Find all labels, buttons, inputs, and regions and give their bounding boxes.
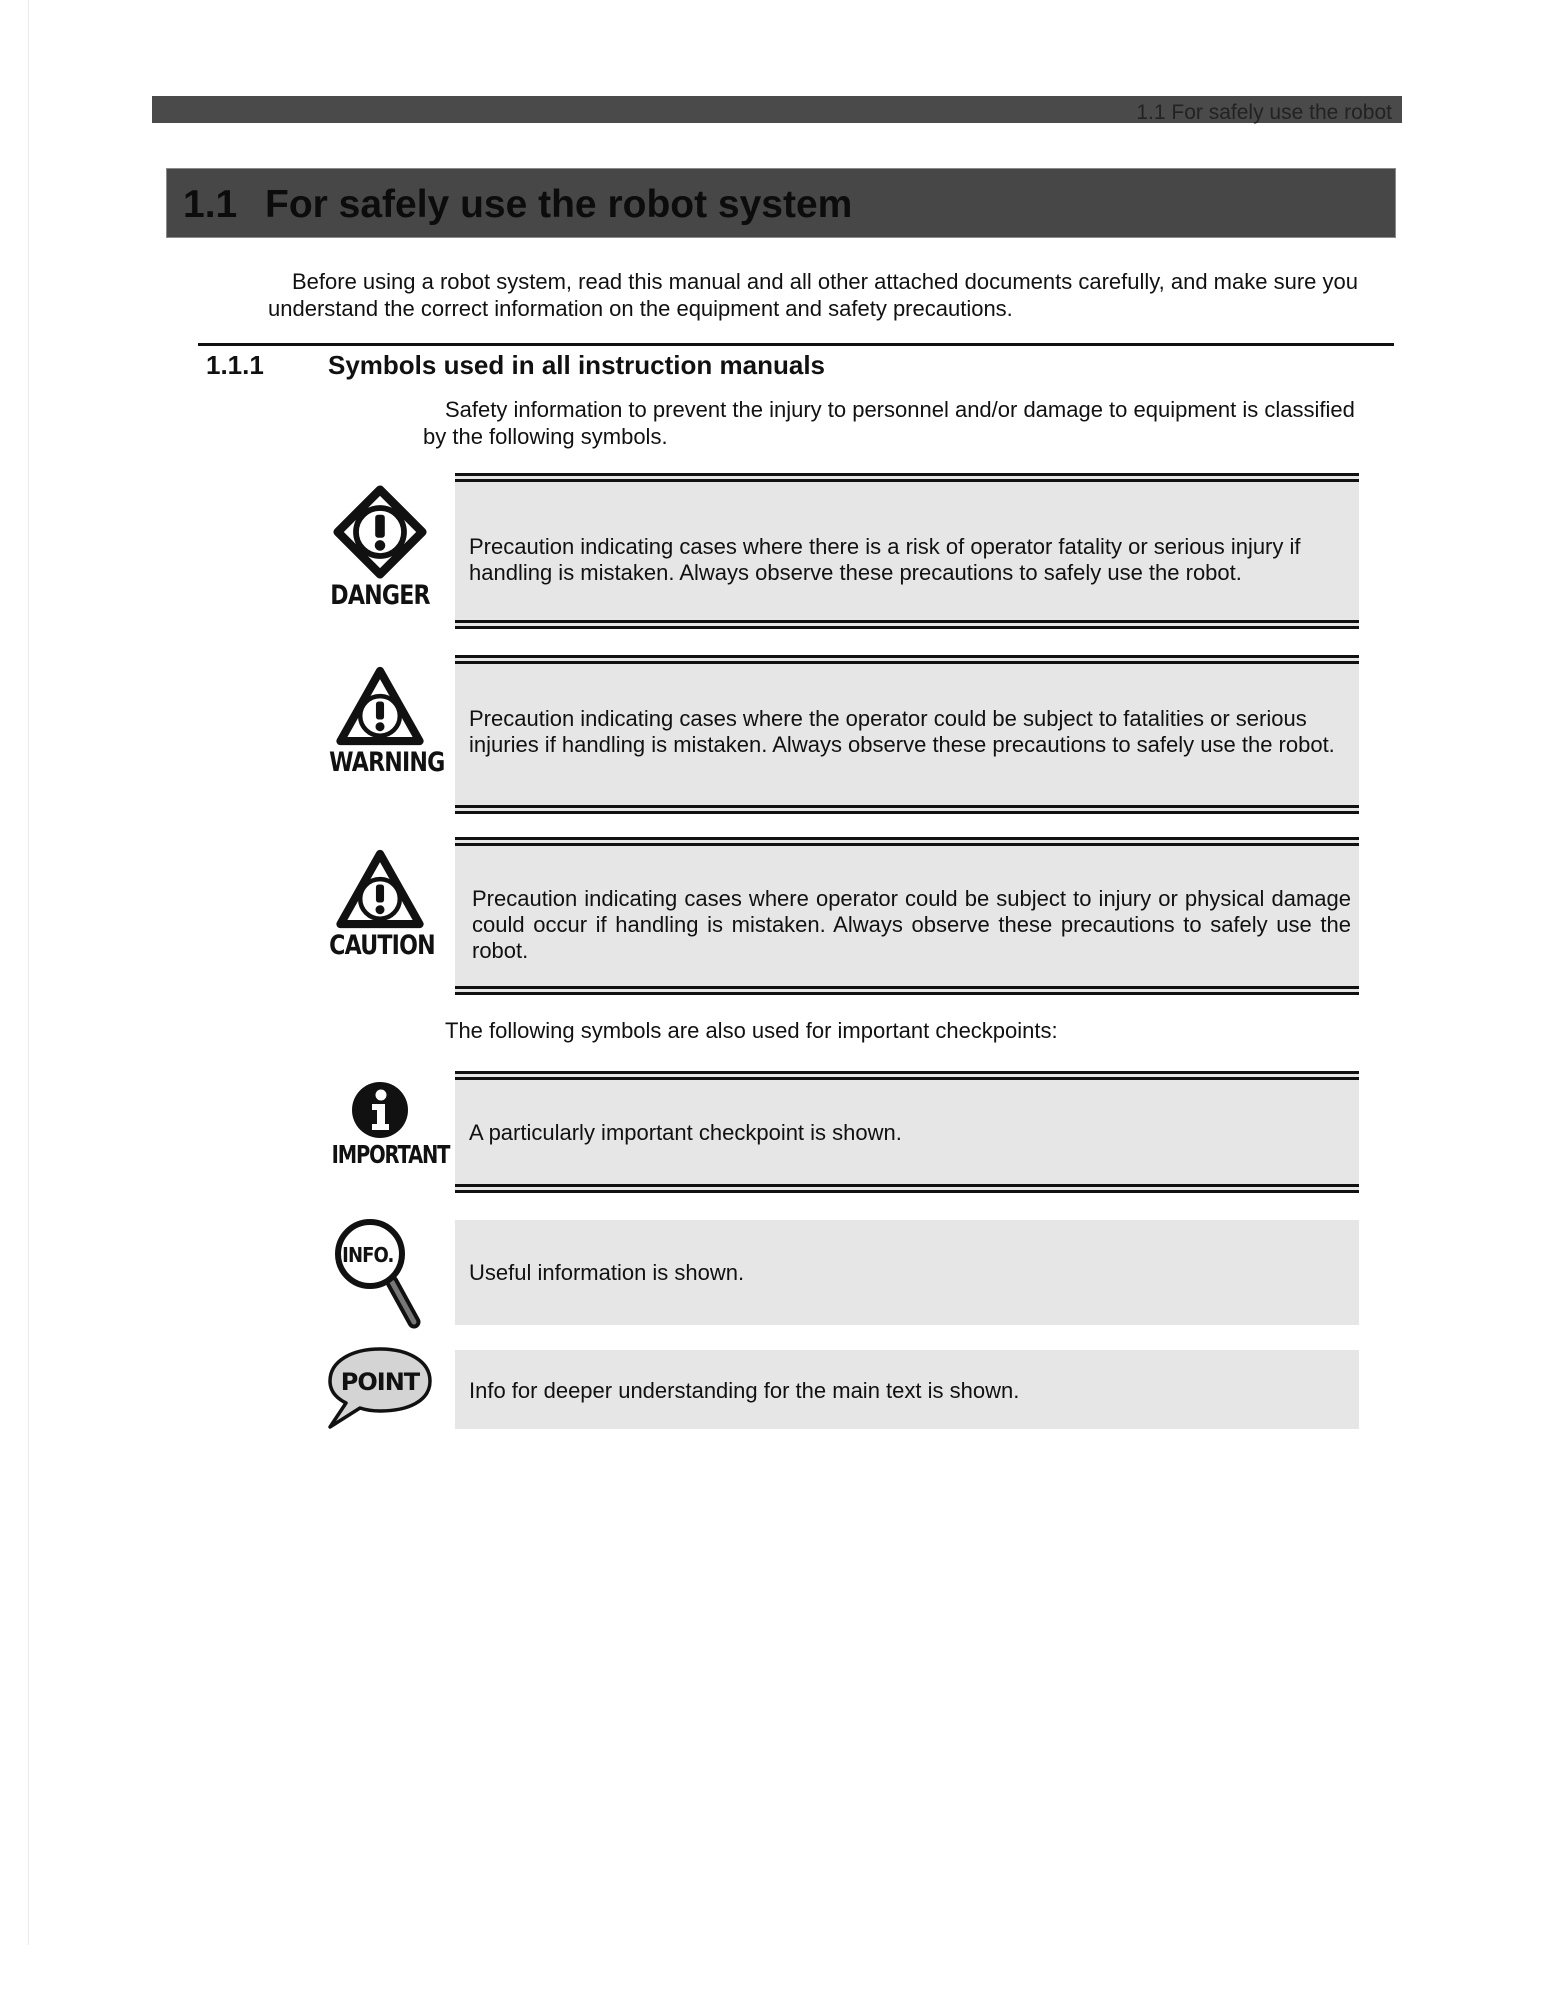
danger-label: DANGER bbox=[330, 580, 430, 611]
section-intro-line1: Before using a robot system, read this manual and all other attached documents carefully, and make sure you bbox=[292, 269, 1358, 294]
subsection-lead-line2: by the following symbols. bbox=[423, 424, 668, 449]
point-text: Info for deeper understanding for the main text is shown. bbox=[469, 1378, 1020, 1403]
info-text: Useful information is shown. bbox=[469, 1260, 745, 1285]
point-symbol bbox=[318, 1345, 442, 1431]
magnifier-icon bbox=[330, 1218, 430, 1330]
subsection-title: Symbols used in all instruction manuals bbox=[328, 350, 825, 380]
caution-text: Precaution indicating cases where operator could be subject to injury or physical damage could occur if handling is mistaken. Always observe these precautions to safely use the robot. bbox=[472, 886, 1351, 963]
danger-symbol bbox=[318, 484, 442, 611]
caution-label: CAUTION bbox=[329, 930, 435, 961]
important-text: A particularly important checkpoint is shown. bbox=[469, 1120, 902, 1145]
section-title-text: For safely use the robot system bbox=[265, 183, 853, 226]
point-label: POINT bbox=[340, 1368, 420, 1396]
caution-symbol bbox=[318, 848, 442, 961]
danger-text: Precaution indicating cases where there is a risk of operator fatality or serious injury if handling is mistaken. Always observe these precautions to safely use the robot. bbox=[469, 534, 1301, 585]
caution-triangle-icon bbox=[335, 848, 425, 930]
subsection-rule bbox=[198, 343, 1394, 346]
info-symbol bbox=[318, 1218, 442, 1330]
warning-symbol bbox=[318, 665, 445, 778]
section-intro bbox=[268, 268, 1398, 322]
subsection-lead-line1: Safety information to prevent the injury to personnel and/or damage to equipment is classified bbox=[445, 397, 1355, 422]
important-symbol bbox=[318, 1080, 450, 1169]
info-box bbox=[455, 1220, 1359, 1325]
warning-text: Precaution indicating cases where the operator could be subject to fatalities or serious injuries if handling is mistaken. Always observe these precautions to safely use the robot. bbox=[469, 706, 1335, 757]
subsection-lead bbox=[423, 396, 1398, 450]
danger-exclamation-diamond-icon bbox=[332, 484, 428, 580]
info-circle-icon bbox=[350, 1080, 410, 1140]
section-title bbox=[183, 183, 852, 227]
important-box bbox=[455, 1071, 1359, 1193]
important-label: IMPORTANT bbox=[331, 1140, 450, 1169]
section-number: 1.1 bbox=[183, 183, 238, 226]
subsection-heading bbox=[206, 350, 825, 381]
warning-label: WARNING bbox=[329, 747, 445, 778]
caution-box bbox=[455, 837, 1359, 995]
warning-box bbox=[455, 655, 1359, 814]
page-edge-rule bbox=[28, 0, 29, 1945]
checkpoint-intro: The following symbols are also used for important checkpoints: bbox=[445, 1018, 1058, 1043]
running-header: 1.1 For safely use the robot bbox=[152, 96, 1402, 123]
danger-box bbox=[455, 473, 1359, 629]
section-title-bar bbox=[166, 168, 1396, 238]
speech-bubble-icon bbox=[324, 1345, 436, 1431]
warning-triangle-icon bbox=[335, 665, 425, 747]
section-intro-line2: understand the correct information on the equipment and safety precautions. bbox=[268, 296, 1013, 321]
point-box bbox=[455, 1350, 1359, 1429]
subsection-number: 1.1.1 bbox=[206, 350, 264, 380]
info-label: INFO. bbox=[342, 1244, 394, 1268]
